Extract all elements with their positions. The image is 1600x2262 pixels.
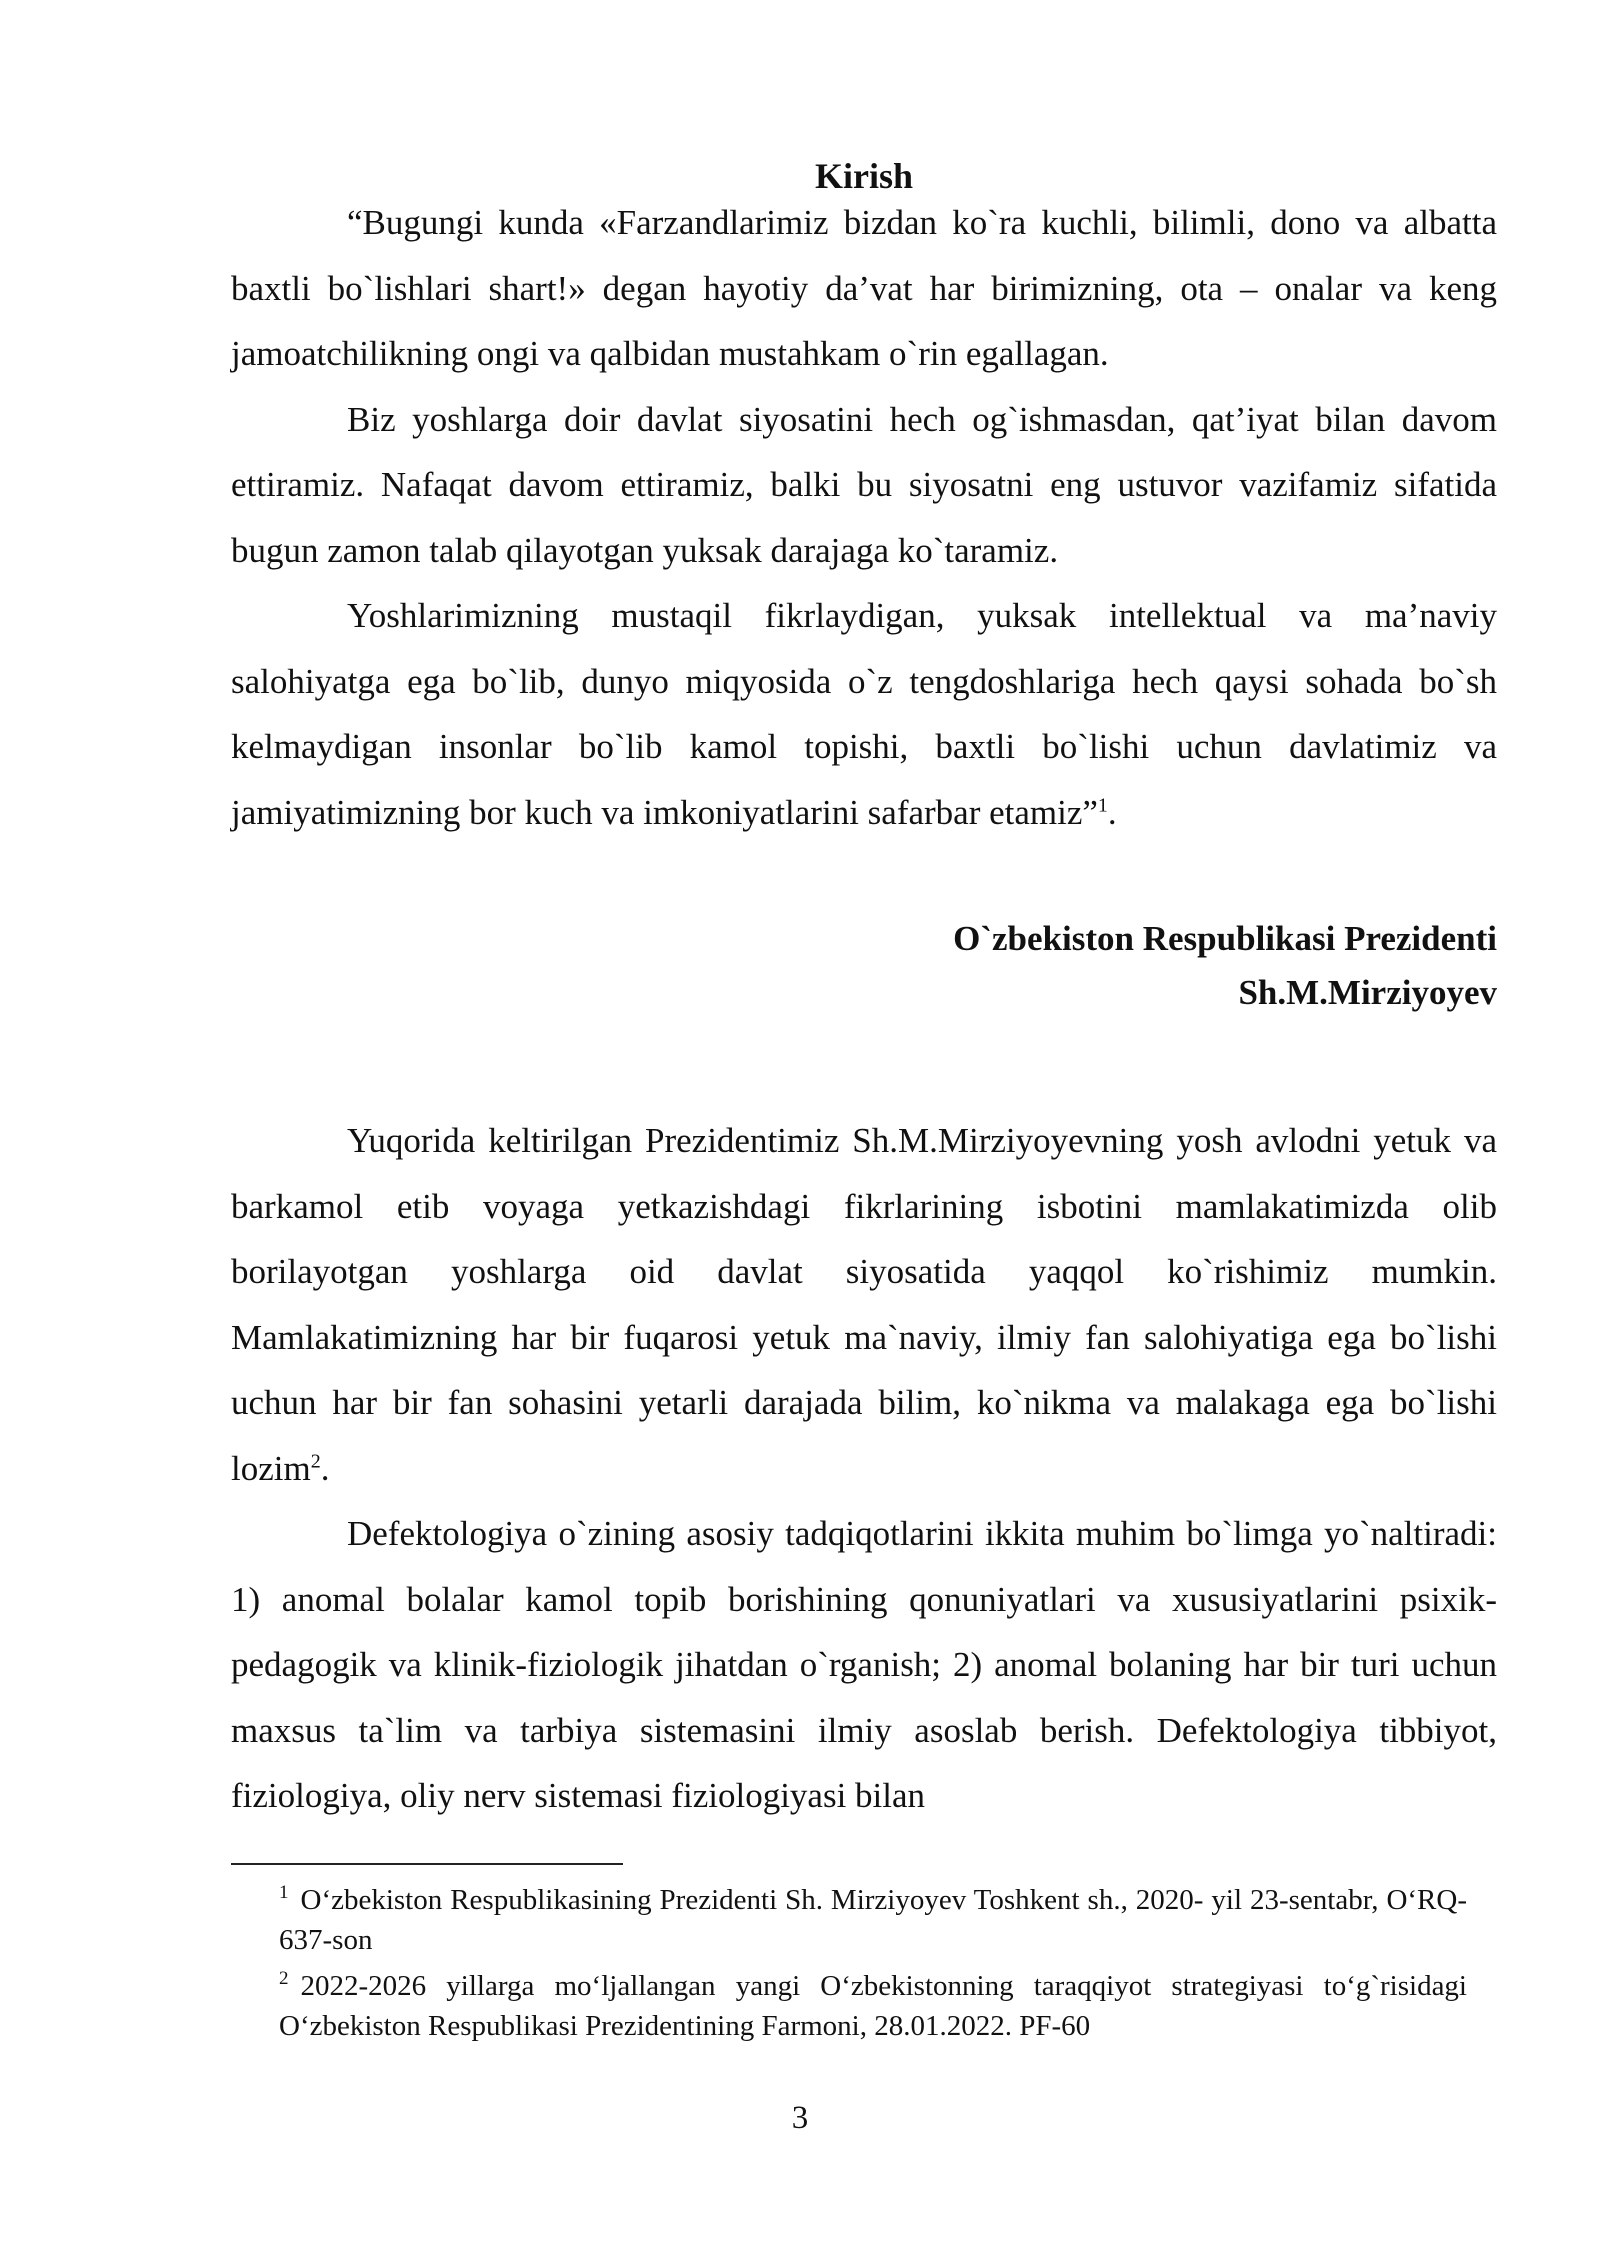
intro-quote [231,190,1497,845]
footnote-divider [231,1863,623,1865]
signature-block [231,912,1497,1020]
main-text [231,1108,1497,1829]
main-paragraph-1-end: . [320,1448,330,1488]
footnote-ref-2[interactable]: 2 [310,1449,321,1472]
signature-title: O`zbekiston Respublikasi Prezidenti [953,919,1497,958]
footnotes [231,1880,1467,2052]
main-paragraph-1-text: Yuqorida keltirilgan Prezidentimiz Sh.M.Mirziyoyevning yosh avlodni yetuk va barkamol etib voyaga yetkazishdagi fikrlarining isbotini mamlakatimizda olib borilayotgan yoshlarga oid davlat siyosatida yaqqol ko`rishimiz mumkin. Mamlakatimizning har bir fuqarosi yetuk ma`naviy, ilmiy fan salohiyatiga ega bo`lishi uchun har bir fan sohasini yetarli darajada bilim, ko`nikma va malakaga ega bo`lishi lozim [231,1121,1497,1488]
intro-paragraph-3-end: . [1107,792,1117,832]
footnote-marker-2: 2 [279,1968,289,1990]
footnote-1 [231,1880,1467,1960]
section-heading: Kirish [814,156,913,196]
footnote-ref-1[interactable]: 1 [1097,793,1108,816]
intro-paragraph-3 [231,583,1497,845]
intro-paragraph-2: Biz yoshlarga doir davlat siyosatini hech og`ishmasdan, qat’iyat bilan davom ettiramiz. Nafaqat davom ettiramiz, balki bu siyosatni eng ustuvor vazifamiz sifatida bugun zamon talab qilayotgan yuksak darajaga ko`taramiz. [231,399,1497,570]
footnote-marker-1: 1 [279,1882,289,1904]
footnote-text-2: 2022-2026 yillarga mo‘ljallangan yangi O‘zbekistonning taraqqiyot strategiyasi to‘g`risidagi O‘zbekiston Respublikasi Prezidentining Farmoni, 28.01.2022. PF-60 [279,1970,1467,2042]
page-number: 3 [791,2100,809,2136]
footnote-2 [231,1966,1467,2046]
main-paragraph-1 [231,1108,1497,1501]
intro-paragraph-3-text: Yoshlarimizning mustaqil fikrlaydigan, yuksak intellektual va ma’naviy salohiyatga ega bo`lib, dunyo miqyosida o`z tengdoshlariga hech qaysi sohada bo`sh kelmaydigan insonlar bo`lib kamol topishi, baxtli bo`lishi uchun davlatimiz va jamiyatimizning bor kuch va imkoniyatlarini safarbar etamiz” [231,596,1497,832]
main-paragraph-2: Defektologiya o`zining asosiy tadqiqotlarini ikkita muhim bo`limga yo`naltiradi: 1) anomal bolalar kamol topib borishining qonuniyatlari va xususiyatlarini psixik-pedagogik va klinik-fiziologik jihatdan o`rganish; 2) anomal bolaning har bir turi uchun maxsus ta`lim va tarbiya sistemasini ilmiy asoslab berish. Defektologiya tibbiyot, fiziologiya, oliy nerv sistemasi fiziologiyasi bilan [231,1514,1497,1815]
footnote-text-1: O‘zbekiston Respublikasining Prezidenti Sh. Mirziyoyev Toshkent sh., 2020- yil 23-sentabr, O‘RQ-637-son [279,1884,1467,1956]
signature-name: Sh.M.Mirziyoyev [1238,973,1497,1012]
intro-paragraph-1: “Bugungi kunda «Farzandlarimiz bizdan ko`ra kuchli, bilimli, dono va albatta baxtli bo`lishlari shart!» degan hayotiy da’vat har birimizning, ota – onalar va keng jamoatchilikning ongi va qalbidan mustahkam o`rin egallagan. [231,203,1497,373]
